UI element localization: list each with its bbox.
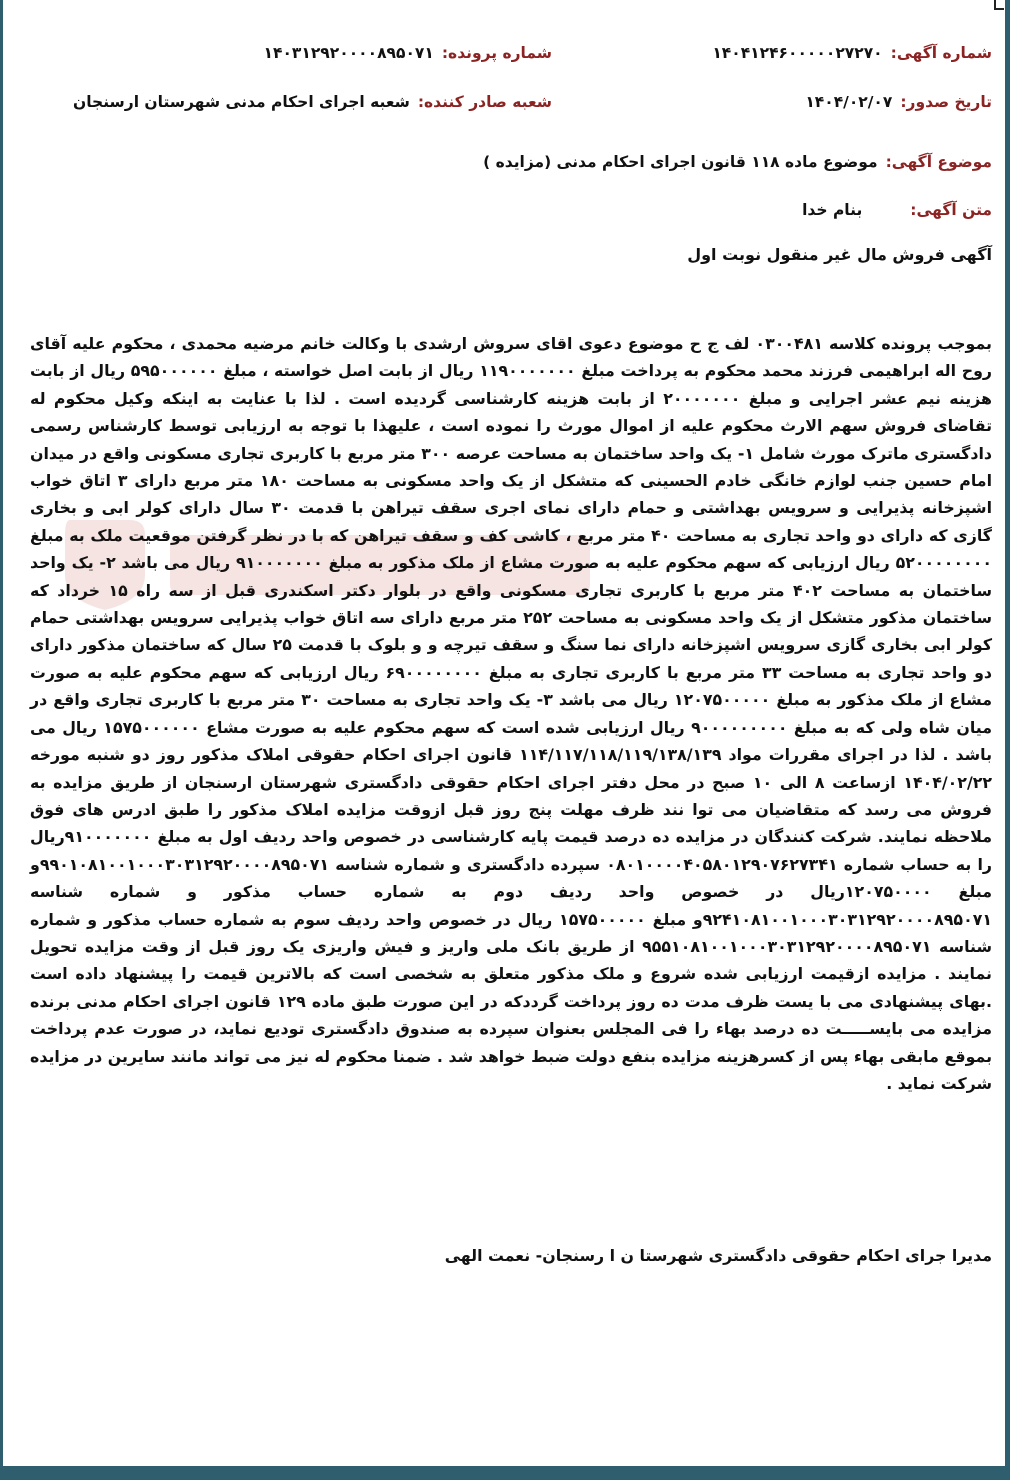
case-number-row [264,44,552,62]
issuer-row [73,93,552,111]
ad-number-value: ۱۴۰۴۱۲۴۶۰۰۰۰۰۲۷۲۷۰ [712,44,883,62]
case-number-label: شماره پرونده: [441,44,552,62]
issue-date-value: ۱۴۰۴/۰۲/۰۷ [805,93,893,111]
issuer-label: شعبه صادر کننده: [417,93,552,111]
invocation: بنام خدا [802,201,863,219]
text-label: متن آگهی: [910,201,992,219]
bottom-window-border [0,1466,1010,1480]
ad-number-label: شماره آگهی: [890,44,992,62]
signature-line: مدیرا جرای احکام حقوقی دادگستری شهرستا ن ا رسنجان- نعمت الهی [444,1246,992,1265]
issue-date-label: تاریخ صدور: [900,93,992,111]
announcement-title-row [687,245,992,264]
announcement-title: آگهی فروش مال غیر منقول نوبت اول [687,245,992,264]
announcement-body: بموجب پرونده کلاسه ۰۳۰۰۴۸۱ لف ج ح موضوع دعوی اقای سروش ارشدی با وکالت خانم مرضیه محمدی ، محکوم علیه آقای روح اله ابراهیمی فرزند محمد محکوم به پرداخت مبلغ ۱۱۹۰۰۰۰۰۰۰ ریال از بابت اصل خواسته ، مبلغ ۵۹۵۰۰۰۰۰۰ ریال از بابت هزینه نیم عشر اجرایی و مبلغ ۲۰۰۰۰۰۰۰ از بابت هزینه کارشناسی گردیده است . لذا با عنایت به اینکه وکیل محکوم له تقاضای فروش سهم الارث محکوم علیه از اموال مورث را نموده است ، علیهذا با توجه به ارزیابی توسط کارشناس رسمی دادگستری ماترک مورث شامل ۱- یک واحد ساختمان به مساحت عرصه ۳۰۰ متر مربع با کاربری تجاری مسکونی واقع در میدان امام حسین جنب لوازم خانگی خادم الحسینی که متشکل از یک واحد مسکونی به مساحت ۱۸۰ متر مربع دارای ۳ اتاق خواب اشپزخانه پذیرایی و سرویس بهداشتی و حمام دارای نمای اجری سقف تیراهن با قدمت ۳۰ سال دارای کولر ابی و بخاری گازی که دارای دو واحد تجاری به مساحت ۴۰ متر مربع ، کاشی کف و سقف تیراهن که با در نظر گرفتن موقعیت ملک به مبلغ ۵۲۰۰۰۰۰۰۰۰ ریال ارزیابی که سهم محکوم علیه به صورت مشاع از ملک مذکور به مبلغ ۹۱۰۰۰۰۰۰۰ ریال می باشد ۲- یک واحد ساختمان به مساحت ۴۰۲ متر مربع با کاربری تجاری مسکونی واقع در بلوار دکتر اسکندری قبل از سه راه ۱۵ خرداد که ساختمان مذکور متشکل از یک واحد مسکونی به مساحت ۲۵۲ متر مربع دارای سه اتاق خواب پذیرایی سرویس بهداشتی حمام کولر ابی بخاری گازی سرویس اشپزخانه دارای نما سنگ و سقف تیرچه و و بلوک با قدمت ۲۵ سال که ساختمان مذکور دارای دو واحد تجاری به مساحت ۳۳ متر مربع با کاربری تجاری به مبلغ ۶۹۰۰۰۰۰۰۰۰ ریال ارزیابی که سهم محکوم علیه به صورت مشاع از ملک مذکور به مبلغ ۱۲۰۷۵۰۰۰۰۰ ریال می باشد ۳- یک واحد تجاری به مساحت ۳۰ متر مربع با کاربری تجاری واقع در میان شاه ولی که به مبلغ ۹۰۰۰۰۰۰۰۰۰ ریال ارزیابی شده است که سهم محکوم علیه به صورت مشاع ۱۵۷۵۰۰۰۰۰۰ ریال می باشد . لذا در اجرای مقررات مواد ۱۱۴/۱۱۷/۱۱۸/۱۱۹/۱۳۸/۱۳۹ قانون اجرای احکام حقوقی املاک مذکور روز دو شنبه مورخه ۱۴۰۴/۰۲/۲۲ ازساعت ۸ الی ۱۰ صبح در محل دفتر اجرای احکام حقوقی دادگستری شهرستان ارسنجان از طریق مزایده به فروش می رسد که متقاضیان می توا نند ظرف مهلت پنج روز قبل ازوقت مزایده املاک مذکور را طبق ادرس های فوق ملاحظه نمایند. شرکت کنندگان در مزایده ده درصد قیمت پایه کارشناسی در خصوص واحد ردیف اول به مبلغ ۹۱۰۰۰۰۰۰۰ریال را به حساب شماره ۰۸۰۱۰۰۰۰۴۰۵۸۰۱۲۹۰۷۶۲۷۳۴۱ سپرده دادگستری و شماره شناسه ۹۹۰۱۰۸۱۰۰۱۰۰۰۳۰۳۱۲۹۲۰۰۰۰۸۹۵۰۷۱و مبلغ ۱۲۰۷۵۰۰۰۰ریال در خصوص واحد ردیف دوم به شماره حساب مذکور و شماره شناسه ۹۲۴۱۰۸۱۰۰۱۰۰۰۳۰۳۱۲۹۲۰۰۰۰۸۹۵۰۷۱و مبلغ ۱۵۷۵۰۰۰۰۰ ریال در خصوص واحد ردیف سوم به شماره حساب مذکور و شماره شناسه ۹۵۵۱۰۸۱۰۰۱۰۰۰۳۰۳۱۲۹۲۰۰۰۰۸۹۵۰۷۱ از طریق بانک ملی واریز و فیش واریزی یک روز قبل از وقت مزایده تحویل نمایند . مزایده ازقیمت ارزیابی شده شروع و ملک مذکور متعلق به شخصی است که بالاترین قیمت را پیشنهاد داده است .بهای پیشنهادی می با یست ظرف مدت ده روز پرداخت گرددکه در این صورت طبق ماده ۱۲۹ قانون اجرای احکام مدنی برنده مزایده می بایســـــت ده درصد بهاء را فی المجلس بعنوان سپرده به صندوق دادگستری توديع نماید، در صورت عدم پرداخت بموقع مابقی بهاء پس از کسرهزینه مزایده بنفع دولت ضبط خواهد شد . ضمنا محکوم له نیز می تواند مانند سایرین در مزایده شرکت نماید . [30,334,993,1093]
corner-mark-icon [994,0,1004,10]
right-window-border [1005,0,1010,1480]
subject-label: موضوع آگهی: [885,153,992,171]
subject-value: موضوع ماده ۱۱۸ قانون اجرای احکام مدنی (مزایده ) [483,153,878,171]
text-label-row [802,201,992,219]
announcement-page [30,0,992,1450]
issue-date-row [805,93,992,111]
subject-row [483,153,992,171]
ad-number-row [712,44,992,62]
left-window-border [0,0,3,1480]
issuer-value: شعبه اجرای احکام مدنی شهرستان ارسنجان [72,93,410,111]
case-number-value: ۱۴۰۳۱۲۹۲۰۰۰۰۸۹۵۰۷۱ [263,44,434,62]
